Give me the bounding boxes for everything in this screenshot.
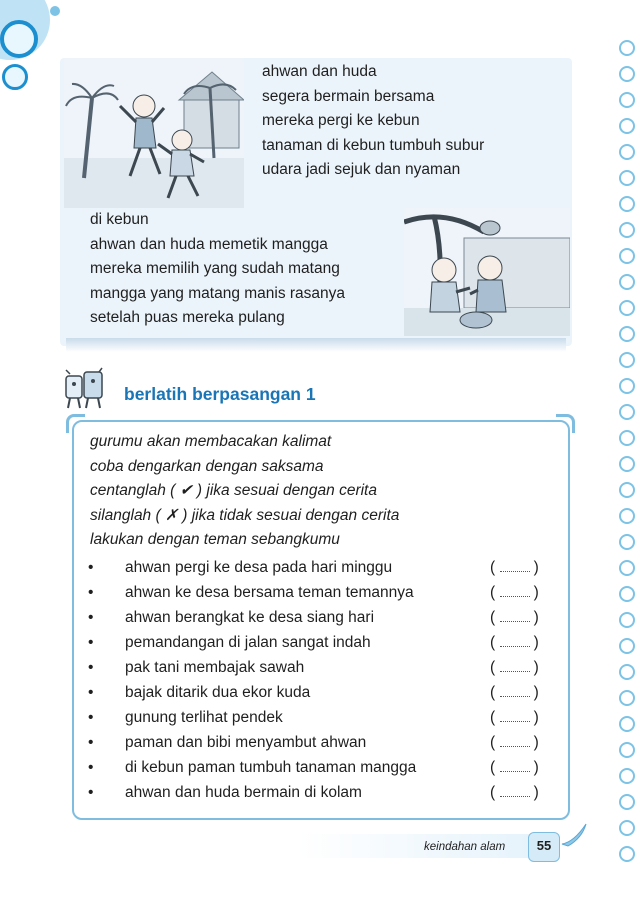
answer-slot[interactable]	[490, 730, 539, 755]
pair-activity-icon	[62, 366, 108, 410]
answer-blank[interactable]	[500, 761, 530, 772]
answer-blank[interactable]	[500, 561, 530, 572]
story-line: mereka memilih yang sudah matang	[90, 260, 340, 277]
answer-blank[interactable]	[500, 686, 530, 697]
paren-close: )	[533, 684, 540, 701]
paren-open: (	[490, 759, 496, 776]
answer-slot[interactable]	[490, 580, 539, 605]
exercise-instructions	[90, 430, 399, 553]
paren-close: )	[533, 709, 540, 726]
paren-close: )	[533, 559, 540, 576]
checklist-item	[88, 755, 554, 780]
story-stanza-2	[90, 208, 345, 331]
answer-blank[interactable]	[500, 611, 530, 622]
story-line: segera bermain bersama	[262, 87, 435, 105]
checklist-item	[88, 655, 554, 680]
checklist-item-text: ahwan pergi ke desa pada hari minggu	[125, 559, 393, 576]
instruction-line: lakukan dengan teman sebangkumu	[90, 531, 340, 549]
bullet: •	[88, 709, 94, 726]
checklist-item-text: di kebun paman tumbuh tanaman mangga	[125, 759, 417, 776]
checklist-item	[88, 730, 554, 755]
answer-blank[interactable]	[500, 711, 530, 722]
checklist-item-text: paman dan bibi menyambut ahwan	[125, 734, 367, 751]
answer-slot[interactable]	[490, 780, 539, 805]
illustration-children-running	[64, 58, 244, 208]
answer-slot[interactable]	[490, 630, 539, 655]
instruction-line: gurumu akan membacakan kalimat	[90, 433, 332, 450]
answer-blank[interactable]	[500, 636, 530, 647]
paren-open: (	[490, 559, 496, 576]
paren-close: )	[533, 734, 540, 751]
answer-blank[interactable]	[500, 736, 530, 747]
story-line: setelah puas mereka pulang	[90, 309, 285, 326]
checklist-item	[88, 680, 554, 705]
checklist-item-text: bajak ditarik dua ekor kuda	[125, 684, 311, 701]
bullet: •	[88, 784, 94, 801]
paren-close: )	[533, 659, 540, 676]
answer-blank[interactable]	[500, 661, 530, 672]
footer-chapter: keindahan alam	[424, 841, 506, 853]
checklist-item	[88, 605, 554, 630]
checklist-item	[88, 780, 554, 805]
corner-decoration-ring	[0, 20, 38, 58]
bullet: •	[88, 759, 94, 776]
page-number: 55	[536, 838, 552, 853]
story-line: ahwan dan huda	[262, 63, 377, 80]
instruction-line: coba dengarkan dengan saksama	[90, 457, 324, 475]
checklist-item	[88, 705, 554, 730]
bullet: •	[88, 609, 94, 626]
story-line: ahwan dan huda memetik mangga	[90, 235, 328, 253]
checklist-item-text: ahwan berangkat ke desa siang hari	[125, 609, 375, 626]
box-corner-curl-right	[556, 414, 575, 433]
checklist-item-text: pemandangan di jalan sangat indah	[125, 634, 371, 651]
checklist-item-text: ahwan ke desa bersama teman temannya	[125, 584, 414, 601]
paren-open: (	[490, 709, 496, 726]
story-line: mangga yang matang manis rasanya	[90, 284, 346, 302]
bullet: •	[88, 584, 94, 601]
paren-close: )	[533, 784, 540, 801]
paren-open: (	[490, 784, 496, 801]
answer-slot[interactable]	[490, 555, 539, 580]
checklist-item	[88, 630, 554, 655]
box-corner-curl-left	[66, 414, 85, 433]
bullet: •	[88, 559, 94, 576]
paren-open: (	[490, 609, 496, 626]
answer-slot[interactable]	[490, 605, 539, 630]
paren-open: (	[490, 734, 496, 751]
checklist-item-text: gunung terlihat pendek	[125, 709, 283, 726]
instruction-line: centanglah ( ✔ ) jika sesuai dengan cerita	[90, 482, 377, 500]
answer-slot[interactable]	[490, 755, 539, 780]
story-line: mereka pergi ke kebun	[262, 112, 420, 129]
corner-decoration-ring-small	[2, 64, 28, 90]
footer-decoration-swoosh	[560, 822, 590, 848]
paren-open: (	[490, 584, 496, 601]
paren-open: (	[490, 684, 496, 701]
bullet: •	[88, 684, 94, 701]
checklist-item-text: pak tani membajak sawah	[125, 659, 305, 676]
paren-close: )	[533, 584, 540, 601]
paren-close: )	[533, 609, 540, 626]
answer-blank[interactable]	[500, 786, 530, 797]
story-panel-shadow	[66, 338, 566, 352]
story-stanza-1	[262, 60, 484, 183]
corner-decoration-dot	[50, 6, 60, 16]
instruction-line: silanglah ( ✗ ) jika tidak sesuai dengan cerita	[90, 506, 400, 524]
answer-slot[interactable]	[490, 680, 539, 705]
story-line: di kebun	[90, 211, 149, 228]
bullet: •	[88, 659, 94, 676]
paren-open: (	[490, 659, 496, 676]
checklist-item	[88, 580, 554, 605]
paren-close: )	[533, 634, 540, 651]
section-title: berlatih berpasangan 1	[124, 384, 316, 404]
checklist-item-text: ahwan dan huda bermain di kolam	[125, 784, 362, 801]
illustration-children-eating-mango	[404, 208, 570, 336]
paren-open: (	[490, 634, 496, 651]
bullet: •	[88, 634, 94, 651]
answer-slot[interactable]	[490, 655, 539, 680]
story-line: tanaman di kebun tumbuh subur	[262, 136, 485, 154]
answer-blank[interactable]	[500, 586, 530, 597]
checklist-item	[88, 555, 554, 580]
answer-slot[interactable]	[490, 705, 539, 730]
story-line: udara jadi sejuk dan nyaman	[262, 161, 461, 178]
paren-close: )	[533, 759, 540, 776]
bullet: •	[88, 734, 94, 751]
